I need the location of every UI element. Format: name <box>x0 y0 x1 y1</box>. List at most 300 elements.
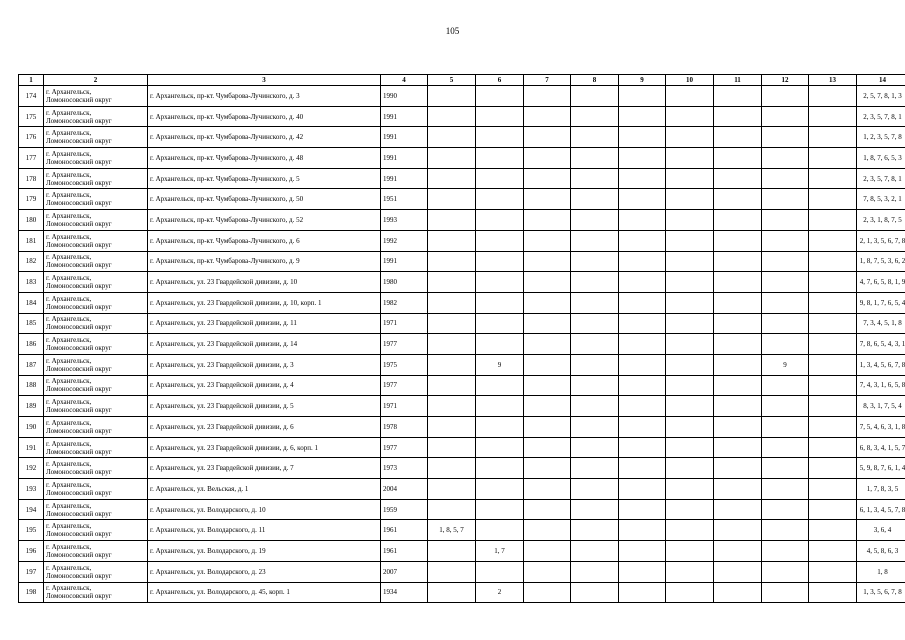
cell-col-10 <box>666 417 714 438</box>
cell-col-3: г. Архангельск, ул. 23 Гвардейской дивизии, д. 3 <box>148 354 381 375</box>
cell-col-1: 182 <box>19 251 44 272</box>
cell-col-7 <box>524 272 571 293</box>
cell-col-10 <box>666 272 714 293</box>
cell-col-13 <box>809 127 857 148</box>
cell-col-6 <box>476 127 524 148</box>
cell-col-13 <box>809 251 857 272</box>
cell-col-3: г. Архангельск, ул. Володарского, д. 45, корп. 1 <box>148 582 381 603</box>
cell-col-6 <box>476 106 524 127</box>
cell-col-1: 188 <box>19 375 44 396</box>
cell-col-14: 2, 3, 5, 7, 8, 1 <box>857 168 905 189</box>
cell-col-7 <box>524 230 571 251</box>
cell-col-3: г. Архангельск, ул. 23 Гвардейской дивизии, д. 4 <box>148 375 381 396</box>
cell-col-5 <box>428 127 476 148</box>
cell-col-2: г. Архангельск, Ломоносовский округ <box>44 582 148 603</box>
data-table <box>18 74 905 603</box>
cell-col-5 <box>428 417 476 438</box>
column-header-7: 7 <box>524 75 571 86</box>
cell-col-12 <box>762 230 809 251</box>
cell-col-10 <box>666 251 714 272</box>
cell-col-1: 175 <box>19 106 44 127</box>
cell-col-12 <box>762 313 809 334</box>
cell-col-9 <box>619 479 666 500</box>
cell-col-9 <box>619 106 666 127</box>
cell-col-13 <box>809 458 857 479</box>
cell-col-7 <box>524 582 571 603</box>
cell-col-2: г. Архангельск, Ломоносовский округ <box>44 168 148 189</box>
cell-col-3: г. Архангельск, пр-кт. Чумбарова-Лучинского, д. 52 <box>148 210 381 231</box>
column-header-14: 14 <box>857 75 905 86</box>
cell-col-14: 8, 3, 1, 7, 5, 4 <box>857 396 905 417</box>
cell-col-2: г. Архангельск, Ломоносовский округ <box>44 437 148 458</box>
cell-col-9 <box>619 499 666 520</box>
cell-col-14: 1, 8, 7, 6, 5, 3 <box>857 148 905 169</box>
cell-col-13 <box>809 499 857 520</box>
cell-col-14: 7, 3, 4, 5, 1, 8 <box>857 313 905 334</box>
cell-col-1: 178 <box>19 168 44 189</box>
table-row <box>19 396 905 417</box>
cell-col-8 <box>571 334 619 355</box>
cell-col-11 <box>714 437 762 458</box>
cell-col-11 <box>714 561 762 582</box>
cell-col-1: 193 <box>19 479 44 500</box>
cell-col-8 <box>571 168 619 189</box>
cell-col-12 <box>762 396 809 417</box>
cell-col-5 <box>428 272 476 293</box>
cell-col-14: 1, 3, 5, 6, 7, 8 <box>857 582 905 603</box>
cell-col-7 <box>524 251 571 272</box>
cell-col-3: г. Архангельск, ул. Володарского, д. 19 <box>148 541 381 562</box>
cell-col-8 <box>571 189 619 210</box>
cell-col-6: 1, 7 <box>476 541 524 562</box>
table-row <box>19 313 905 334</box>
table-row <box>19 582 905 603</box>
cell-col-13 <box>809 541 857 562</box>
cell-col-3: г. Архангельск, пр-кт. Чумбарова-Лучинского, д. 5 <box>148 168 381 189</box>
cell-col-2: г. Архангельск, Ломоносовский округ <box>44 458 148 479</box>
table-row <box>19 561 905 582</box>
cell-col-13 <box>809 148 857 169</box>
cell-col-5 <box>428 561 476 582</box>
cell-col-10 <box>666 230 714 251</box>
cell-col-3: г. Архангельск, ул. 23 Гвардейской дивизии, д. 7 <box>148 458 381 479</box>
cell-col-5 <box>428 106 476 127</box>
cell-col-7 <box>524 127 571 148</box>
cell-col-4: 1991 <box>381 168 428 189</box>
cell-col-8 <box>571 272 619 293</box>
cell-col-9 <box>619 417 666 438</box>
table-body <box>19 86 905 603</box>
cell-col-2: г. Архангельск, Ломоносовский округ <box>44 334 148 355</box>
cell-col-10 <box>666 396 714 417</box>
cell-col-7 <box>524 334 571 355</box>
cell-col-14: 7, 4, 3, 1, 6, 5, 8 <box>857 375 905 396</box>
cell-col-10 <box>666 354 714 375</box>
cell-col-3: г. Архангельск, ул. 23 Гвардейской дивизии, д. 6, корп. 1 <box>148 437 381 458</box>
cell-col-5 <box>428 437 476 458</box>
table-row <box>19 230 905 251</box>
cell-col-1: 198 <box>19 582 44 603</box>
cell-col-1: 197 <box>19 561 44 582</box>
cell-col-12 <box>762 272 809 293</box>
cell-col-1: 176 <box>19 127 44 148</box>
table-row <box>19 479 905 500</box>
cell-col-9 <box>619 168 666 189</box>
cell-col-7 <box>524 168 571 189</box>
cell-col-13 <box>809 292 857 313</box>
cell-col-1: 179 <box>19 189 44 210</box>
cell-col-1: 191 <box>19 437 44 458</box>
cell-col-3: г. Архангельск, ул. 23 Гвардейской дивизии, д. 10 <box>148 272 381 293</box>
cell-col-6 <box>476 520 524 541</box>
cell-col-3: г. Архангельск, пр-кт. Чумбарова-Лучинского, д. 40 <box>148 106 381 127</box>
cell-col-1: 196 <box>19 541 44 562</box>
cell-col-8 <box>571 86 619 107</box>
cell-col-14: 4, 5, 8, 6, 3 <box>857 541 905 562</box>
cell-col-11 <box>714 499 762 520</box>
table-row <box>19 417 905 438</box>
cell-col-3: г. Архангельск, ул. Вельская, д. 1 <box>148 479 381 500</box>
cell-col-7 <box>524 375 571 396</box>
cell-col-2: г. Архангельск, Ломоносовский округ <box>44 313 148 334</box>
cell-col-11 <box>714 86 762 107</box>
cell-col-2: г. Архангельск, Ломоносовский округ <box>44 106 148 127</box>
cell-col-9 <box>619 148 666 169</box>
cell-col-12 <box>762 520 809 541</box>
cell-col-5: 1, 8, 5, 7 <box>428 520 476 541</box>
cell-col-11 <box>714 230 762 251</box>
cell-col-9 <box>619 582 666 603</box>
cell-col-3: г. Архангельск, ул. 23 Гвардейской дивизии, д. 5 <box>148 396 381 417</box>
cell-col-11 <box>714 168 762 189</box>
cell-col-13 <box>809 479 857 500</box>
cell-col-8 <box>571 499 619 520</box>
cell-col-8 <box>571 375 619 396</box>
cell-col-14: 1, 8 <box>857 561 905 582</box>
cell-col-6 <box>476 251 524 272</box>
cell-col-12 <box>762 86 809 107</box>
cell-col-8 <box>571 251 619 272</box>
cell-col-1: 195 <box>19 520 44 541</box>
cell-col-13 <box>809 396 857 417</box>
cell-col-3: г. Архангельск, ул. Володарского, д. 11 <box>148 520 381 541</box>
cell-col-4: 1977 <box>381 334 428 355</box>
cell-col-12 <box>762 479 809 500</box>
cell-col-2: г. Архангельск, Ломоносовский округ <box>44 189 148 210</box>
cell-col-4: 1961 <box>381 541 428 562</box>
cell-col-4: 1971 <box>381 313 428 334</box>
cell-col-5 <box>428 458 476 479</box>
cell-col-5 <box>428 148 476 169</box>
cell-col-8 <box>571 313 619 334</box>
cell-col-9 <box>619 189 666 210</box>
cell-col-10 <box>666 313 714 334</box>
cell-col-5 <box>428 375 476 396</box>
cell-col-8 <box>571 437 619 458</box>
cell-col-3: г. Архангельск, ул. 23 Гвардейской дивизии, д. 6 <box>148 417 381 438</box>
cell-col-10 <box>666 189 714 210</box>
cell-col-9 <box>619 396 666 417</box>
cell-col-6 <box>476 313 524 334</box>
table-row <box>19 520 905 541</box>
cell-col-11 <box>714 479 762 500</box>
cell-col-4: 1975 <box>381 354 428 375</box>
cell-col-8 <box>571 541 619 562</box>
cell-col-2: г. Архангельск, Ломоносовский округ <box>44 210 148 231</box>
cell-col-10 <box>666 210 714 231</box>
cell-col-7 <box>524 313 571 334</box>
cell-col-9 <box>619 292 666 313</box>
cell-col-2: г. Архангельск, Ломоносовский округ <box>44 479 148 500</box>
column-header-9: 9 <box>619 75 666 86</box>
cell-col-8 <box>571 396 619 417</box>
cell-col-2: г. Архангельск, Ломоносовский округ <box>44 86 148 107</box>
cell-col-4: 1959 <box>381 499 428 520</box>
table-row <box>19 354 905 375</box>
cell-col-6 <box>476 168 524 189</box>
cell-col-11 <box>714 313 762 334</box>
cell-col-14: 2, 1, 3, 5, 6, 7, 8 <box>857 230 905 251</box>
column-header-12: 12 <box>762 75 809 86</box>
cell-col-8 <box>571 210 619 231</box>
cell-col-14: 7, 8, 5, 3, 2, 1 <box>857 189 905 210</box>
cell-col-12 <box>762 148 809 169</box>
cell-col-4: 1980 <box>381 272 428 293</box>
cell-col-10 <box>666 86 714 107</box>
cell-col-14: 1, 7, 8, 3, 5 <box>857 479 905 500</box>
cell-col-6 <box>476 292 524 313</box>
cell-col-7 <box>524 458 571 479</box>
cell-col-10 <box>666 520 714 541</box>
cell-col-12 <box>762 168 809 189</box>
cell-col-14: 6, 8, 3, 4, 1, 5, 7 <box>857 437 905 458</box>
cell-col-4: 1973 <box>381 458 428 479</box>
cell-col-4: 1951 <box>381 189 428 210</box>
cell-col-11 <box>714 292 762 313</box>
table-row <box>19 86 905 107</box>
cell-col-2: г. Архангельск, Ломоносовский округ <box>44 541 148 562</box>
cell-col-5 <box>428 541 476 562</box>
cell-col-1: 174 <box>19 86 44 107</box>
cell-col-9 <box>619 127 666 148</box>
cell-col-13 <box>809 86 857 107</box>
cell-col-9 <box>619 272 666 293</box>
cell-col-12 <box>762 417 809 438</box>
cell-col-2: г. Архангельск, Ломоносовский округ <box>44 292 148 313</box>
cell-col-14: 1, 2, 3, 5, 7, 8 <box>857 127 905 148</box>
cell-col-3: г. Архангельск, пр-кт. Чумбарова-Лучинского, д. 48 <box>148 148 381 169</box>
table-row <box>19 272 905 293</box>
cell-col-5 <box>428 499 476 520</box>
cell-col-8 <box>571 354 619 375</box>
cell-col-12 <box>762 210 809 231</box>
cell-col-9 <box>619 458 666 479</box>
cell-col-10 <box>666 437 714 458</box>
cell-col-3: г. Архангельск, ул. 23 Гвардейской дивизии, д. 11 <box>148 313 381 334</box>
cell-col-7 <box>524 106 571 127</box>
cell-col-11 <box>714 210 762 231</box>
cell-col-12 <box>762 541 809 562</box>
cell-col-4: 1991 <box>381 127 428 148</box>
table-row <box>19 292 905 313</box>
cell-col-6 <box>476 499 524 520</box>
cell-col-7 <box>524 189 571 210</box>
cell-col-2: г. Архангельск, Ломоносовский округ <box>44 251 148 272</box>
cell-col-9 <box>619 375 666 396</box>
cell-col-10 <box>666 127 714 148</box>
cell-col-2: г. Архангельск, Ломоносовский округ <box>44 230 148 251</box>
cell-col-11 <box>714 106 762 127</box>
cell-col-4: 1991 <box>381 148 428 169</box>
cell-col-10 <box>666 541 714 562</box>
column-header-5: 5 <box>428 75 476 86</box>
table-row <box>19 541 905 562</box>
cell-col-11 <box>714 251 762 272</box>
cell-col-4: 1961 <box>381 520 428 541</box>
cell-col-7 <box>524 437 571 458</box>
cell-col-9 <box>619 230 666 251</box>
cell-col-10 <box>666 375 714 396</box>
cell-col-14: 7, 5, 4, 6, 3, 1, 8 <box>857 417 905 438</box>
cell-col-10 <box>666 148 714 169</box>
cell-col-11 <box>714 417 762 438</box>
cell-col-13 <box>809 375 857 396</box>
cell-col-13 <box>809 168 857 189</box>
cell-col-1: 189 <box>19 396 44 417</box>
cell-col-11 <box>714 458 762 479</box>
cell-col-6 <box>476 396 524 417</box>
cell-col-1: 185 <box>19 313 44 334</box>
cell-col-4: 1971 <box>381 396 428 417</box>
cell-col-13 <box>809 582 857 603</box>
cell-col-3: г. Архангельск, пр-кт. Чумбарова-Лучинского, д. 3 <box>148 86 381 107</box>
column-header-13: 13 <box>809 75 857 86</box>
cell-col-6: 9 <box>476 354 524 375</box>
cell-col-5 <box>428 168 476 189</box>
cell-col-11 <box>714 272 762 293</box>
cell-col-1: 177 <box>19 148 44 169</box>
cell-col-13 <box>809 230 857 251</box>
cell-col-12 <box>762 189 809 210</box>
cell-col-6 <box>476 458 524 479</box>
cell-col-10 <box>666 292 714 313</box>
cell-col-11 <box>714 541 762 562</box>
cell-col-4: 1934 <box>381 582 428 603</box>
cell-col-5 <box>428 86 476 107</box>
column-header-3: 3 <box>148 75 381 86</box>
cell-col-7 <box>524 417 571 438</box>
cell-col-6 <box>476 230 524 251</box>
cell-col-8 <box>571 292 619 313</box>
cell-col-4: 2007 <box>381 561 428 582</box>
cell-col-1: 190 <box>19 417 44 438</box>
cell-col-2: г. Архангельск, Ломоносовский округ <box>44 520 148 541</box>
cell-col-14: 1, 8, 7, 5, 3, 6, 2 <box>857 251 905 272</box>
cell-col-4: 1992 <box>381 230 428 251</box>
cell-col-6 <box>476 561 524 582</box>
cell-col-3: г. Архангельск, пр-кт. Чумбарова-Лучинского, д. 42 <box>148 127 381 148</box>
cell-col-10 <box>666 499 714 520</box>
cell-col-10 <box>666 106 714 127</box>
cell-col-6 <box>476 437 524 458</box>
cell-col-3: г. Архангельск, ул. Володарского, д. 23 <box>148 561 381 582</box>
page-number: 105 <box>445 26 460 36</box>
cell-col-10 <box>666 561 714 582</box>
cell-col-3: г. Архангельск, ул. 23 Гвардейской дивизии, д. 14 <box>148 334 381 355</box>
cell-col-2: г. Архангельск, Ломоносовский округ <box>44 396 148 417</box>
column-header-8: 8 <box>571 75 619 86</box>
cell-col-2: г. Архангельск, Ломоносовский округ <box>44 499 148 520</box>
cell-col-6 <box>476 148 524 169</box>
table-row <box>19 334 905 355</box>
cell-col-7 <box>524 148 571 169</box>
table-row <box>19 127 905 148</box>
cell-col-5 <box>428 210 476 231</box>
cell-col-11 <box>714 375 762 396</box>
cell-col-12 <box>762 334 809 355</box>
cell-col-6 <box>476 210 524 231</box>
cell-col-5 <box>428 251 476 272</box>
table-row <box>19 210 905 231</box>
cell-col-12 <box>762 251 809 272</box>
cell-col-2: г. Архангельск, Ломоносовский округ <box>44 375 148 396</box>
column-header-4: 4 <box>381 75 428 86</box>
cell-col-13 <box>809 272 857 293</box>
cell-col-7 <box>524 520 571 541</box>
table-row <box>19 148 905 169</box>
cell-col-9 <box>619 251 666 272</box>
cell-col-11 <box>714 354 762 375</box>
cell-col-12 <box>762 561 809 582</box>
cell-col-11 <box>714 334 762 355</box>
column-header-11: 11 <box>714 75 762 86</box>
cell-col-6 <box>476 272 524 293</box>
cell-col-1: 186 <box>19 334 44 355</box>
cell-col-11 <box>714 127 762 148</box>
table-row <box>19 375 905 396</box>
cell-col-5 <box>428 313 476 334</box>
cell-col-1: 192 <box>19 458 44 479</box>
cell-col-13 <box>809 189 857 210</box>
cell-col-5 <box>428 292 476 313</box>
cell-col-13 <box>809 313 857 334</box>
cell-col-9 <box>619 561 666 582</box>
cell-col-13 <box>809 417 857 438</box>
cell-col-1: 194 <box>19 499 44 520</box>
cell-col-5 <box>428 230 476 251</box>
cell-col-6 <box>476 417 524 438</box>
cell-col-13 <box>809 437 857 458</box>
cell-col-2: г. Архангельск, Ломоносовский округ <box>44 561 148 582</box>
cell-col-2: г. Архангельск, Ломоносовский округ <box>44 354 148 375</box>
cell-col-3: г. Архангельск, пр-кт. Чумбарова-Лучинского, д. 9 <box>148 251 381 272</box>
cell-col-9 <box>619 437 666 458</box>
cell-col-3: г. Архангельск, ул. 23 Гвардейской дивизии, д. 10, корп. 1 <box>148 292 381 313</box>
cell-col-5 <box>428 189 476 210</box>
cell-col-8 <box>571 458 619 479</box>
cell-col-2: г. Архангельск, Ломоносовский округ <box>44 148 148 169</box>
cell-col-5 <box>428 354 476 375</box>
cell-col-11 <box>714 582 762 603</box>
cell-col-12 <box>762 292 809 313</box>
cell-col-10 <box>666 334 714 355</box>
cell-col-10 <box>666 458 714 479</box>
cell-col-6 <box>476 189 524 210</box>
cell-col-7 <box>524 292 571 313</box>
cell-col-8 <box>571 582 619 603</box>
cell-col-1: 184 <box>19 292 44 313</box>
cell-col-4: 1991 <box>381 106 428 127</box>
